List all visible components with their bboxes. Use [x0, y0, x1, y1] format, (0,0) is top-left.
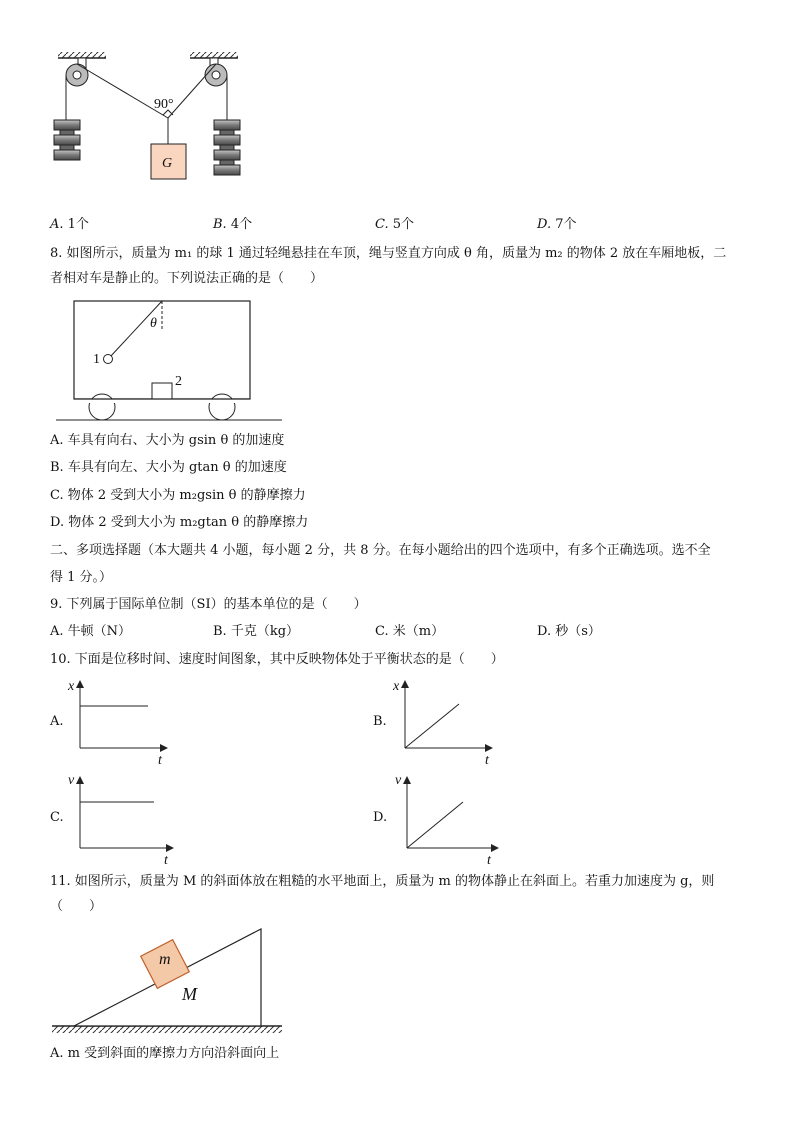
q9-stem: 9. 下列属于国际单位制（SI）的基本单位的是（ ） [50, 597, 367, 612]
graph-b-ylabel: x [393, 679, 400, 694]
block-2-icon [152, 383, 172, 399]
q10-graph-c-letter[interactable]: C. [50, 810, 64, 825]
graph-b-xlabel: t [485, 753, 489, 768]
graph-d-xlabel: t [487, 853, 491, 868]
q9-option-a[interactable]: A. 牛顿（N） [50, 624, 132, 639]
theta-label: θ [150, 316, 157, 331]
graph-d-line [407, 802, 463, 848]
wheel-left-icon [89, 394, 115, 420]
graph-a-xlabel: t [158, 753, 162, 768]
q11-option-a[interactable]: A. m 受到斜面的摩擦力方向沿斜面向上 [50, 1046, 280, 1061]
wheel-right-icon [209, 394, 235, 420]
section2-heading-line2: 得 1 分。） [50, 570, 113, 585]
pulley-figure [0, 0, 794, 200]
q8-stem-line1: 8. 如图所示，质量为 m₁ 的球 1 通过轻绳悬挂在车顶，绳与竖直方向成 θ 角，质量为 m₂ 的物体 2 放在车厢地板，二 [50, 246, 727, 261]
q9-option-b[interactable]: B. 千克（kg） [213, 624, 300, 639]
q8-stem-line2: 者相对车是静止的。下列说法正确的是（ ） [50, 271, 324, 286]
graph-c-xlabel: t [164, 853, 168, 868]
ceiling-right [190, 52, 238, 58]
graph-c-ylabel: v [68, 773, 75, 788]
q8-option-c[interactable]: C. 物体 2 受到大小为 m₂gsin θ 的静摩擦力 [50, 488, 306, 503]
graph-a [62, 676, 182, 766]
q9-option-d[interactable]: D. 秒（s） [537, 624, 601, 639]
q7-option-c[interactable]: C. 5个 [375, 217, 415, 232]
q10-graph-b-letter[interactable]: B. [373, 714, 387, 729]
graph-d [389, 772, 509, 868]
left-weights [54, 120, 80, 160]
block-2-label: 2 [175, 374, 182, 389]
q8-option-b[interactable]: B. 车具有向左、大小为 gtan θ 的加速度 [50, 460, 287, 475]
q7-option-a[interactable]: A. 1个 [50, 217, 89, 232]
block-m-label: m [159, 951, 171, 968]
ground-hatch [52, 1026, 282, 1033]
ball-1-icon [104, 355, 113, 364]
graph-c [62, 772, 182, 868]
q11-stem-line1: 11. 如图所示，质量为 M 的斜面体放在粗糙的水平地面上，质量为 m 的物体静止在斜面上。若重力加速度为 g，则 [50, 874, 715, 889]
graph-d-ylabel: v [395, 773, 402, 788]
q7-option-b[interactable]: B. 4个 [213, 217, 253, 232]
incline-figure [0, 922, 794, 1042]
car-figure [0, 295, 794, 435]
ball-1-label: 1 [93, 352, 100, 367]
q7-option-d[interactable]: D. 7个 [537, 217, 577, 232]
q11-stem-line2: （ ） [50, 899, 103, 914]
q10-stem: 10. 下面是位移时间、速度时间图象，其中反映物体处于平衡状态的是（ ） [50, 652, 504, 667]
weight-g-label: G [162, 156, 173, 171]
q10-graph-d-letter[interactable]: D. [373, 810, 388, 825]
q8-option-a[interactable]: A. 车具有向右、大小为 gsin θ 的加速度 [50, 433, 285, 448]
graph-b-line [405, 704, 459, 748]
graph-a-ylabel: x [68, 679, 75, 694]
q10-graph-a-letter[interactable]: A. [50, 714, 64, 729]
q9-option-c[interactable]: C. 米（m） [375, 624, 445, 639]
q8-option-d[interactable]: D. 物体 2 受到大小为 m₂gtan θ 的静摩擦力 [50, 515, 309, 530]
wedge-m-label: M [182, 984, 197, 1004]
section2-heading-line1: 二、多项选择题（本大题共 4 小题，每小题 2 分，共 8 分。在每小题给出的四个选项中，有多个正确选项。选不全 [50, 543, 711, 558]
angle-90-label: 90° [154, 97, 174, 112]
graph-b [387, 676, 507, 766]
right-weights [214, 120, 240, 175]
ceiling-left [58, 52, 106, 58]
